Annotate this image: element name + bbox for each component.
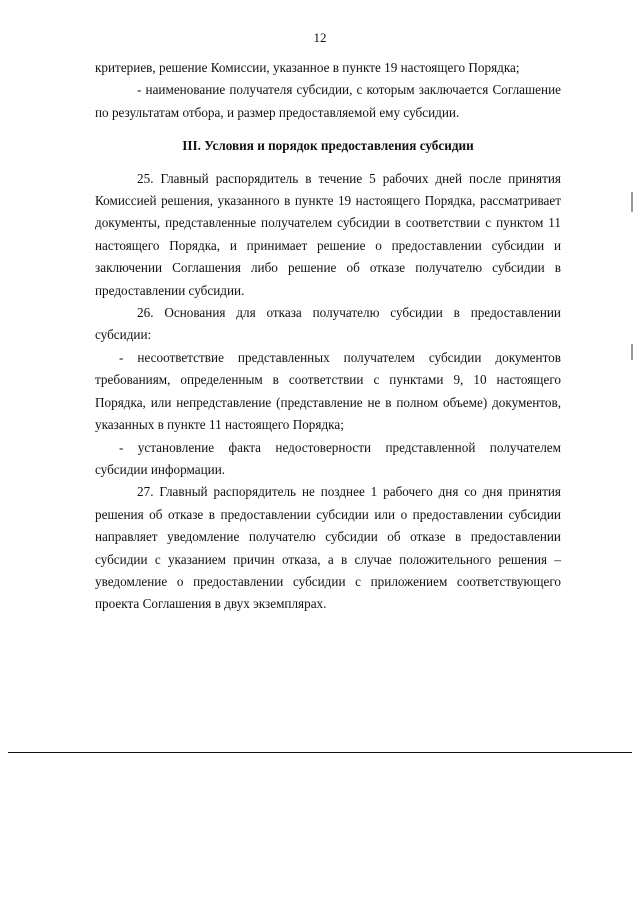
page-number: 12	[313, 30, 327, 45]
paragraph-26: 26. Основания для отказа получателю субсидии в предоставлении субсидии:	[95, 305, 561, 343]
paragraph-26-item-2: - установление факта недостоверности представленной получателем субсидии информации.	[95, 439, 561, 477]
document-body	[95, 57, 561, 616]
scan-edge-mark	[631, 344, 633, 360]
section-heading: III. Условия и порядок предоставления субсидии	[182, 138, 474, 154]
paragraph-27: 27. Главный распорядитель не позднее 1 рабочего дня со дня принятия решения об отказе в предоставлении субсидии или о предоставлении субсидии направляет уведомление получателю субсидии об отказе в предоставлении субсидии с указанием причин отказа, а в случае положительного решения – уведомление о предоставлении субсидии с приложением соответствующего проекта Соглашения в двух экземплярах.	[95, 484, 561, 612]
paragraph-26-item-1: - несоответствие представленных получателем субсидии документов требованиям, определенным в соответствии с пунктами 9, 10 настоящего Порядка, или непредставление (представление не в полном объеме) документов, указанных в пункте 11 настоящего Порядка;	[95, 349, 561, 433]
scan-edge-mark	[631, 192, 633, 212]
paragraph-criteria: критериев, решение Комиссии, указанное в пункте 19 настоящего Порядка;	[95, 60, 520, 75]
paragraph-recipient-name: - наименование получателя субсидии, с которым заключается Соглашение по результатам отбора, и размер предоставляемой ему субсидии.	[95, 82, 561, 120]
paragraph-25: 25. Главный распорядитель в течение 5 рабочих дней после принятия Комиссией решения, указанного в пункте 19 настоящего Порядка, рассматривает документы, представленные получателем субсидии в соответствии с пунктом 11 настоящего Порядка, и принимает решение о предоставлении субсидии и заключении Соглашения либо решение об отказе получателю субсидии в предоставлении субсидии.	[95, 170, 561, 298]
footer-divider	[8, 752, 632, 753]
